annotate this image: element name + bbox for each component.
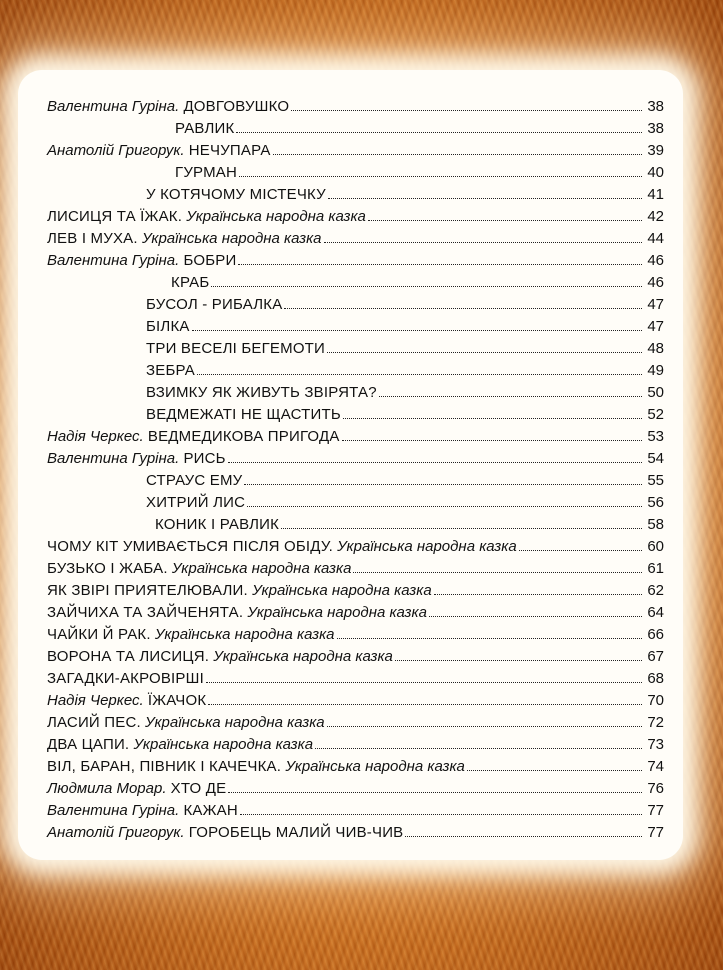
toc-entry bbox=[146, 379, 664, 401]
dot-leader bbox=[247, 505, 642, 507]
dot-leader bbox=[238, 263, 642, 265]
toc-note: Українська народна казка bbox=[154, 626, 335, 643]
toc-page: 48 bbox=[647, 340, 664, 357]
toc-entry bbox=[47, 709, 664, 731]
toc-page: 70 bbox=[647, 692, 664, 709]
toc-entry bbox=[155, 511, 664, 533]
toc-page: 40 bbox=[647, 164, 664, 181]
toc-title: ВЕДМЕДИКОВА ПРИГОДА bbox=[147, 428, 340, 445]
toc-title: ТРИ ВЕСЕЛІ БЕГЕМОТИ bbox=[146, 340, 326, 357]
toc-page: 61 bbox=[647, 560, 664, 577]
toc-note: Українська народна казка bbox=[171, 560, 352, 577]
toc-entry bbox=[47, 665, 664, 687]
toc-page: 58 bbox=[647, 516, 664, 533]
dot-leader bbox=[353, 571, 642, 573]
toc-entry bbox=[47, 599, 664, 621]
dot-leader bbox=[228, 461, 642, 463]
dot-leader bbox=[244, 483, 642, 485]
dot-leader bbox=[429, 615, 642, 617]
dot-leader bbox=[240, 813, 642, 815]
dot-leader bbox=[328, 197, 642, 199]
toc-entry bbox=[47, 203, 664, 225]
toc-author: Анатолій Григорук. bbox=[47, 142, 185, 159]
dot-leader bbox=[395, 659, 642, 661]
toc-page: 50 bbox=[647, 384, 664, 401]
toc-entry bbox=[146, 313, 664, 335]
toc-title: ВЗИМКУ ЯК ЖИВУТЬ ЗВІРЯТА? bbox=[146, 384, 377, 401]
dot-leader bbox=[236, 131, 642, 133]
toc-title: ХИТРИЙ ЛИС bbox=[146, 494, 246, 511]
toc-title: СТРАУС ЕМУ bbox=[146, 472, 243, 489]
toc-page: 66 bbox=[647, 626, 664, 643]
toc-page: 42 bbox=[647, 208, 664, 225]
toc-entry bbox=[146, 335, 664, 357]
toc-entry bbox=[146, 181, 664, 203]
toc-author: Валентина Гуріна. bbox=[47, 252, 180, 269]
toc-title: ВЕДМЕЖАТІ НЕ ЩАСТИТЬ bbox=[146, 406, 341, 423]
toc-title: ЗЕБРА bbox=[146, 362, 195, 379]
dot-leader bbox=[379, 395, 642, 397]
toc-entry bbox=[175, 115, 664, 137]
toc-note: Українська народна казка bbox=[285, 758, 465, 775]
dot-leader bbox=[434, 593, 642, 595]
dot-leader bbox=[284, 307, 642, 309]
toc-page: 44 bbox=[647, 230, 664, 247]
toc-note: Українська народна казка bbox=[186, 208, 366, 225]
toc-page: 56 bbox=[647, 494, 664, 511]
toc-note: Українська народна казка bbox=[133, 736, 314, 753]
toc-page: 46 bbox=[647, 274, 664, 291]
toc-title: БІЛКА bbox=[146, 318, 190, 335]
toc-entry bbox=[47, 247, 664, 269]
toc-title: ЗАЙЧИХА ТА ЗАЙЧЕНЯТА. bbox=[47, 604, 244, 621]
toc-author: Людмила Морар. bbox=[47, 780, 167, 797]
toc-page: 72 bbox=[647, 714, 664, 731]
toc-title: ЧАЙКИ Й РАК. bbox=[47, 626, 151, 643]
toc-entry bbox=[47, 797, 664, 819]
dot-leader bbox=[291, 109, 642, 111]
toc-entry bbox=[47, 445, 664, 467]
toc-entry bbox=[47, 577, 664, 599]
dot-leader bbox=[315, 747, 642, 749]
toc-title: ЛАСИЙ ПЕС. bbox=[47, 714, 141, 731]
toc-page: 62 bbox=[647, 582, 664, 599]
dot-leader bbox=[343, 417, 642, 419]
toc-page: 49 bbox=[647, 362, 664, 379]
toc-title: КАЖАН bbox=[183, 802, 238, 819]
toc-entry bbox=[47, 621, 664, 643]
toc-page: 47 bbox=[647, 318, 664, 335]
toc-note: Українська народна казка bbox=[247, 604, 427, 621]
toc-page: 53 bbox=[647, 428, 664, 445]
toc-note: Українська народна казка bbox=[252, 582, 432, 599]
toc-entry bbox=[47, 555, 664, 577]
toc-entry bbox=[47, 423, 664, 445]
dot-leader bbox=[197, 373, 642, 375]
toc-title: БОБРИ bbox=[183, 252, 237, 269]
toc-page: 54 bbox=[647, 450, 664, 467]
dot-leader bbox=[206, 681, 642, 683]
toc-entry bbox=[146, 291, 664, 313]
toc-page: 74 bbox=[647, 758, 664, 775]
toc-page: 77 bbox=[647, 824, 664, 841]
toc-entry bbox=[47, 687, 664, 709]
toc-title: ГУРМАН bbox=[175, 164, 238, 181]
dot-leader bbox=[281, 527, 642, 529]
toc-title: ЛЕВ І МУХА. bbox=[47, 230, 138, 247]
toc-title: ДОВГОВУШКО bbox=[183, 98, 290, 115]
toc-title: РИСЬ bbox=[183, 450, 226, 467]
toc-title: ГОРОБЕЦЬ МАЛИЙ ЧИВ-ЧИВ bbox=[188, 824, 404, 841]
toc-title: ЯК ЗВІРІ ПРИЯТЕЛЮВАЛИ. bbox=[47, 582, 248, 599]
toc-title: БУЗЬКО І ЖАБА. bbox=[47, 560, 168, 577]
dot-leader bbox=[324, 241, 642, 243]
toc-title: РАВЛИК bbox=[175, 120, 235, 137]
dot-leader bbox=[337, 637, 643, 639]
dot-leader bbox=[405, 835, 642, 837]
toc-entry bbox=[47, 533, 664, 555]
dot-leader bbox=[192, 329, 642, 331]
toc-page: 76 bbox=[647, 780, 664, 797]
dot-leader bbox=[342, 439, 642, 441]
toc-note: Українська народна казка bbox=[213, 648, 393, 665]
toc-entry bbox=[146, 489, 664, 511]
toc-page: 55 bbox=[647, 472, 664, 489]
toc-title: ЧОМУ КІТ УМИВАЄТЬСЯ ПІСЛЯ ОБІДУ. bbox=[47, 538, 333, 555]
toc-title: НЕЧУПАРА bbox=[188, 142, 271, 159]
toc-page: 39 bbox=[647, 142, 664, 159]
toc-page: 52 bbox=[647, 406, 664, 423]
toc-entry bbox=[47, 775, 664, 797]
toc-page: 47 bbox=[647, 296, 664, 313]
toc-note: Українська народна казка bbox=[145, 714, 325, 731]
toc-entry bbox=[47, 225, 664, 247]
toc-entry bbox=[47, 731, 664, 753]
toc-title: ЇЖАЧОК bbox=[147, 692, 207, 709]
toc-title: ХТО ДЕ bbox=[170, 780, 227, 797]
toc-title: КОНИК І РАВЛИК bbox=[155, 516, 280, 533]
dot-leader bbox=[467, 769, 642, 771]
toc-author: Валентина Гуріна. bbox=[47, 802, 180, 819]
toc-entry bbox=[146, 357, 664, 379]
toc-page: 68 bbox=[647, 670, 664, 687]
dot-leader bbox=[239, 175, 642, 177]
toc-page: 64 bbox=[647, 604, 664, 621]
toc-entry bbox=[47, 643, 664, 665]
toc-entry bbox=[47, 93, 664, 115]
toc-title: ВІЛ, БАРАН, ПІВНИК І КАЧЕЧКА. bbox=[47, 758, 282, 775]
toc-entry bbox=[146, 467, 664, 489]
dot-leader bbox=[327, 351, 642, 353]
dot-leader bbox=[273, 153, 642, 155]
toc-page: 60 bbox=[647, 538, 664, 555]
toc-page: 46 bbox=[647, 252, 664, 269]
dot-leader bbox=[327, 725, 642, 727]
toc-note: Українська народна казка bbox=[337, 538, 517, 555]
toc-title: ВОРОНА ТА ЛИСИЦЯ. bbox=[47, 648, 210, 665]
toc-author: Валентина Гуріна. bbox=[47, 98, 180, 115]
toc-page: 38 bbox=[647, 98, 664, 115]
toc-entry bbox=[47, 753, 664, 775]
toc-author: Анатолій Григорук. bbox=[47, 824, 185, 841]
toc-entry bbox=[146, 401, 664, 423]
toc-title: У КОТЯЧОМУ МІСТЕЧКУ bbox=[146, 186, 326, 203]
toc-title: КРАБ bbox=[171, 274, 210, 291]
dot-leader bbox=[228, 791, 642, 793]
toc-page: 67 bbox=[647, 648, 664, 665]
toc-author: Надія Черкес. bbox=[47, 428, 144, 445]
toc-title: ЗАГАДКИ-АКРОВІРШІ bbox=[47, 670, 204, 687]
toc-page: 73 bbox=[647, 736, 664, 753]
toc-entry bbox=[171, 269, 664, 291]
dot-leader bbox=[211, 285, 642, 287]
dot-leader bbox=[208, 703, 642, 705]
toc-page: 77 bbox=[647, 802, 664, 819]
toc-entry bbox=[47, 819, 664, 841]
toc-title: БУСОЛ - РИБАЛКА bbox=[146, 296, 283, 313]
toc-author: Валентина Гуріна. bbox=[47, 450, 180, 467]
toc-entry bbox=[175, 159, 664, 181]
toc-page: 41 bbox=[647, 186, 664, 203]
toc-page: 38 bbox=[647, 120, 664, 137]
dot-leader bbox=[519, 549, 642, 551]
dot-leader bbox=[368, 219, 642, 221]
toc-title: ДВА ЦАПИ. bbox=[47, 736, 130, 753]
toc-entry bbox=[47, 137, 664, 159]
toc-author: Надія Черкес. bbox=[47, 692, 144, 709]
toc-title: ЛИСИЦЯ ТА ЇЖАК. bbox=[47, 208, 183, 225]
toc-note: Українська народна казка bbox=[141, 230, 322, 247]
